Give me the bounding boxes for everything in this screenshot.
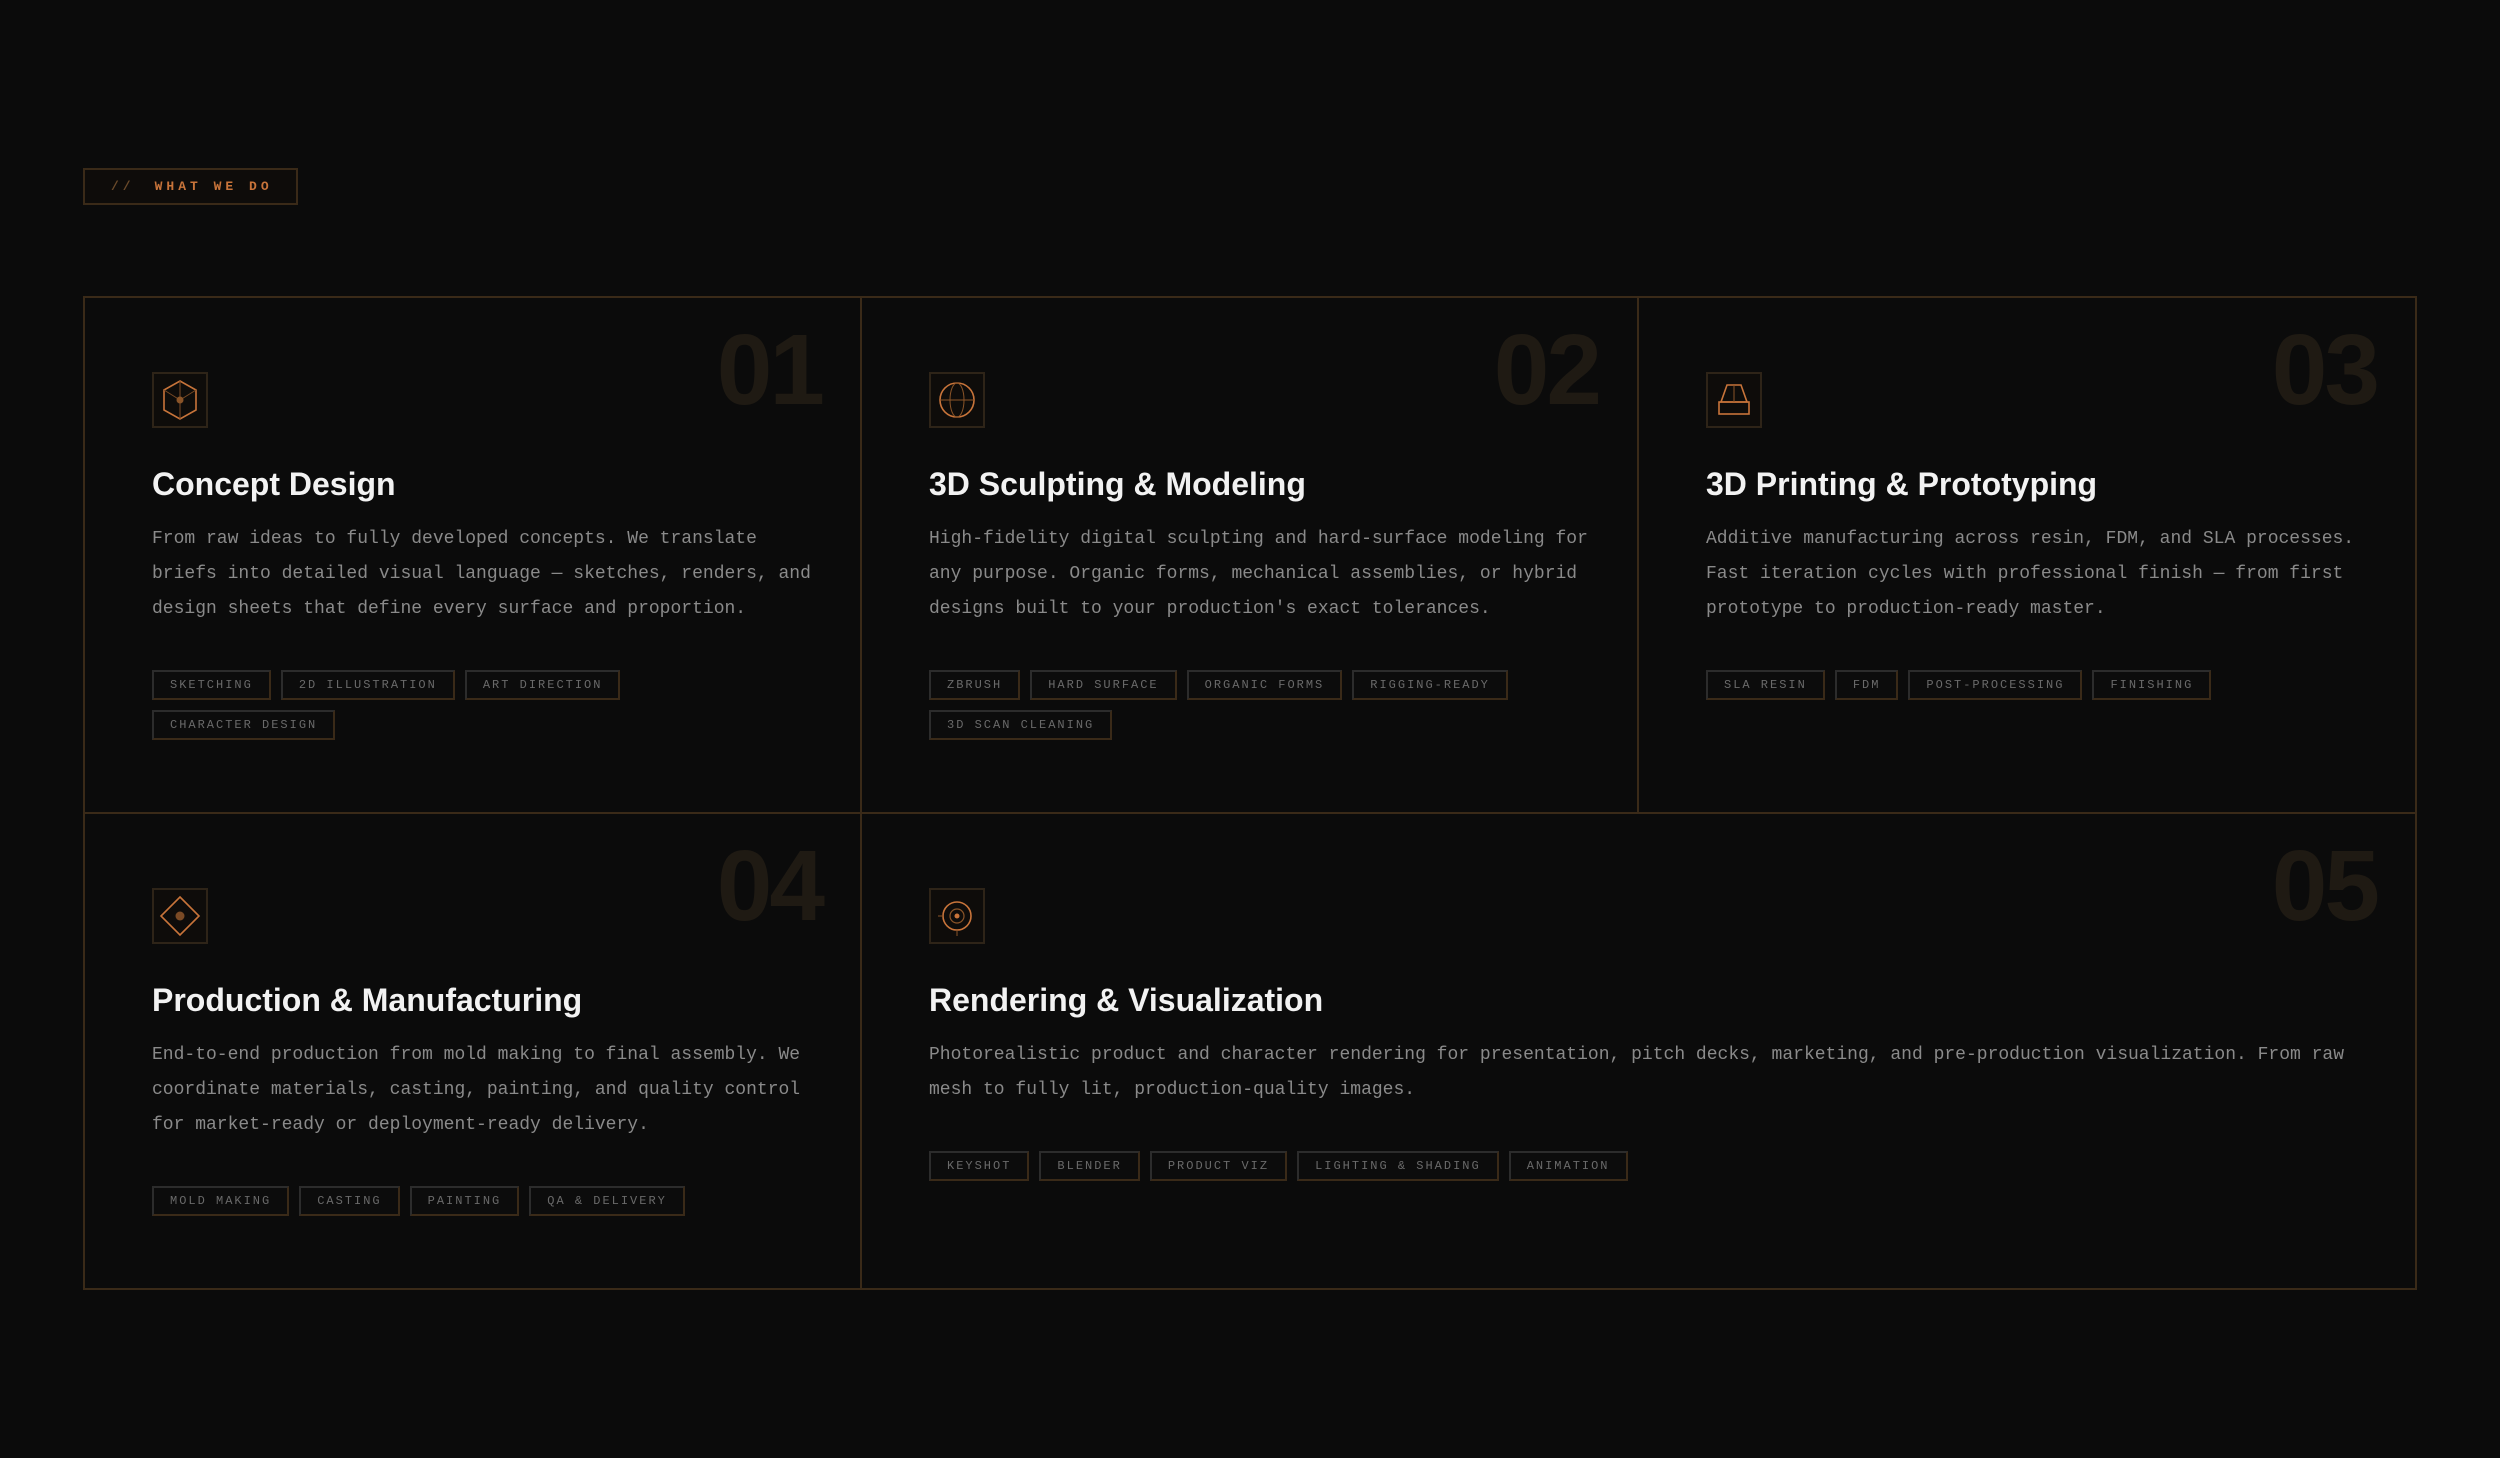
service-card-3d-sculpting (862, 298, 1639, 814)
service-number: 01 (716, 314, 822, 426)
service-title: 3D Sculpting & Modeling (929, 466, 1306, 502)
service-title: Rendering & Visualization (929, 982, 1324, 1018)
service-description: High-fidelity digital sculpting and hard-surface modeling for any purpose. Organic forms, mechanical assemblies, or hybrid designs built to your production's exact tolerances. (929, 529, 1588, 619)
tag: FDM (1835, 670, 1899, 700)
tag: LIGHTING & SHADING (1297, 1151, 1499, 1181)
tag: PRODUCT VIZ (1150, 1151, 1287, 1181)
tag: 3D SCAN CLEANING (929, 710, 1112, 740)
service-card-rendering (862, 814, 2415, 1288)
service-number: 03 (2271, 314, 2377, 426)
tag: CHARACTER DESIGN (152, 710, 335, 740)
hexagon-cube-icon (152, 372, 208, 428)
service-title: Production & Manufacturing (152, 982, 583, 1018)
sphere-wireframe-icon (929, 372, 985, 428)
section-label-text: WHAT WE DO (154, 179, 273, 194)
service-title: 3D Printing & Prototyping (1706, 466, 2098, 502)
service-description: From raw ideas to fully developed concepts. We translate briefs into detailed visual language — sketches, renders, and design sheets that define every surface and proportion. (152, 529, 811, 619)
service-tags (152, 670, 792, 740)
tag: POST-PROCESSING (1908, 670, 2082, 700)
tag: SLA RESIN (1706, 670, 1825, 700)
service-title: Concept Design (152, 466, 396, 502)
section-label-slashes: // (111, 179, 135, 194)
tag: SKETCHING (152, 670, 271, 700)
tag: RIGGING-READY (1352, 670, 1508, 700)
service-card-3d-printing (1639, 298, 2415, 814)
tag: ORGANIC FORMS (1187, 670, 1343, 700)
service-description: Photorealistic product and character rendering for presentation, pitch decks, marketing, and pre-production visualization. From raw mesh to fully lit, production-quality images. (929, 1045, 2345, 1100)
target-icon (929, 888, 985, 944)
tag: HARD SURFACE (1030, 670, 1176, 700)
tag: ZBRUSH (929, 670, 1020, 700)
tag: PAINTING (410, 1186, 520, 1216)
printer-icon (1706, 372, 1762, 428)
tag: ART DIRECTION (465, 670, 621, 700)
service-card-concept-design (85, 298, 862, 814)
service-tags (1706, 670, 2346, 700)
tag: ANIMATION (1509, 1151, 1628, 1181)
tag: CASTING (299, 1186, 399, 1216)
service-number: 04 (716, 830, 822, 942)
tag: 2D ILLUSTRATION (281, 670, 455, 700)
tag: MOLD MAKING (152, 1186, 289, 1216)
tag: KEYSHOT (929, 1151, 1029, 1181)
tag: BLENDER (1039, 1151, 1139, 1181)
diamond-icon (152, 888, 208, 944)
service-description: Additive manufacturing across resin, FDM, and SLA processes. Fast iteration cycles with professional finish — from first prototype to production-ready master. (1706, 529, 2355, 619)
section-label (83, 168, 298, 205)
service-number: 02 (1493, 314, 1599, 426)
services-grid (83, 296, 2417, 1290)
service-tags (929, 1151, 2369, 1181)
service-card-production (85, 814, 862, 1288)
tag: QA & DELIVERY (529, 1186, 685, 1216)
service-tags (929, 670, 1569, 740)
service-number: 05 (2271, 830, 2377, 942)
tag: FINISHING (2092, 670, 2211, 700)
service-description: End-to-end production from mold making to final assembly. We coordinate materials, casting, painting, and quality control for market-ready or deployment-ready delivery. (152, 1045, 801, 1135)
service-tags (152, 1186, 792, 1216)
